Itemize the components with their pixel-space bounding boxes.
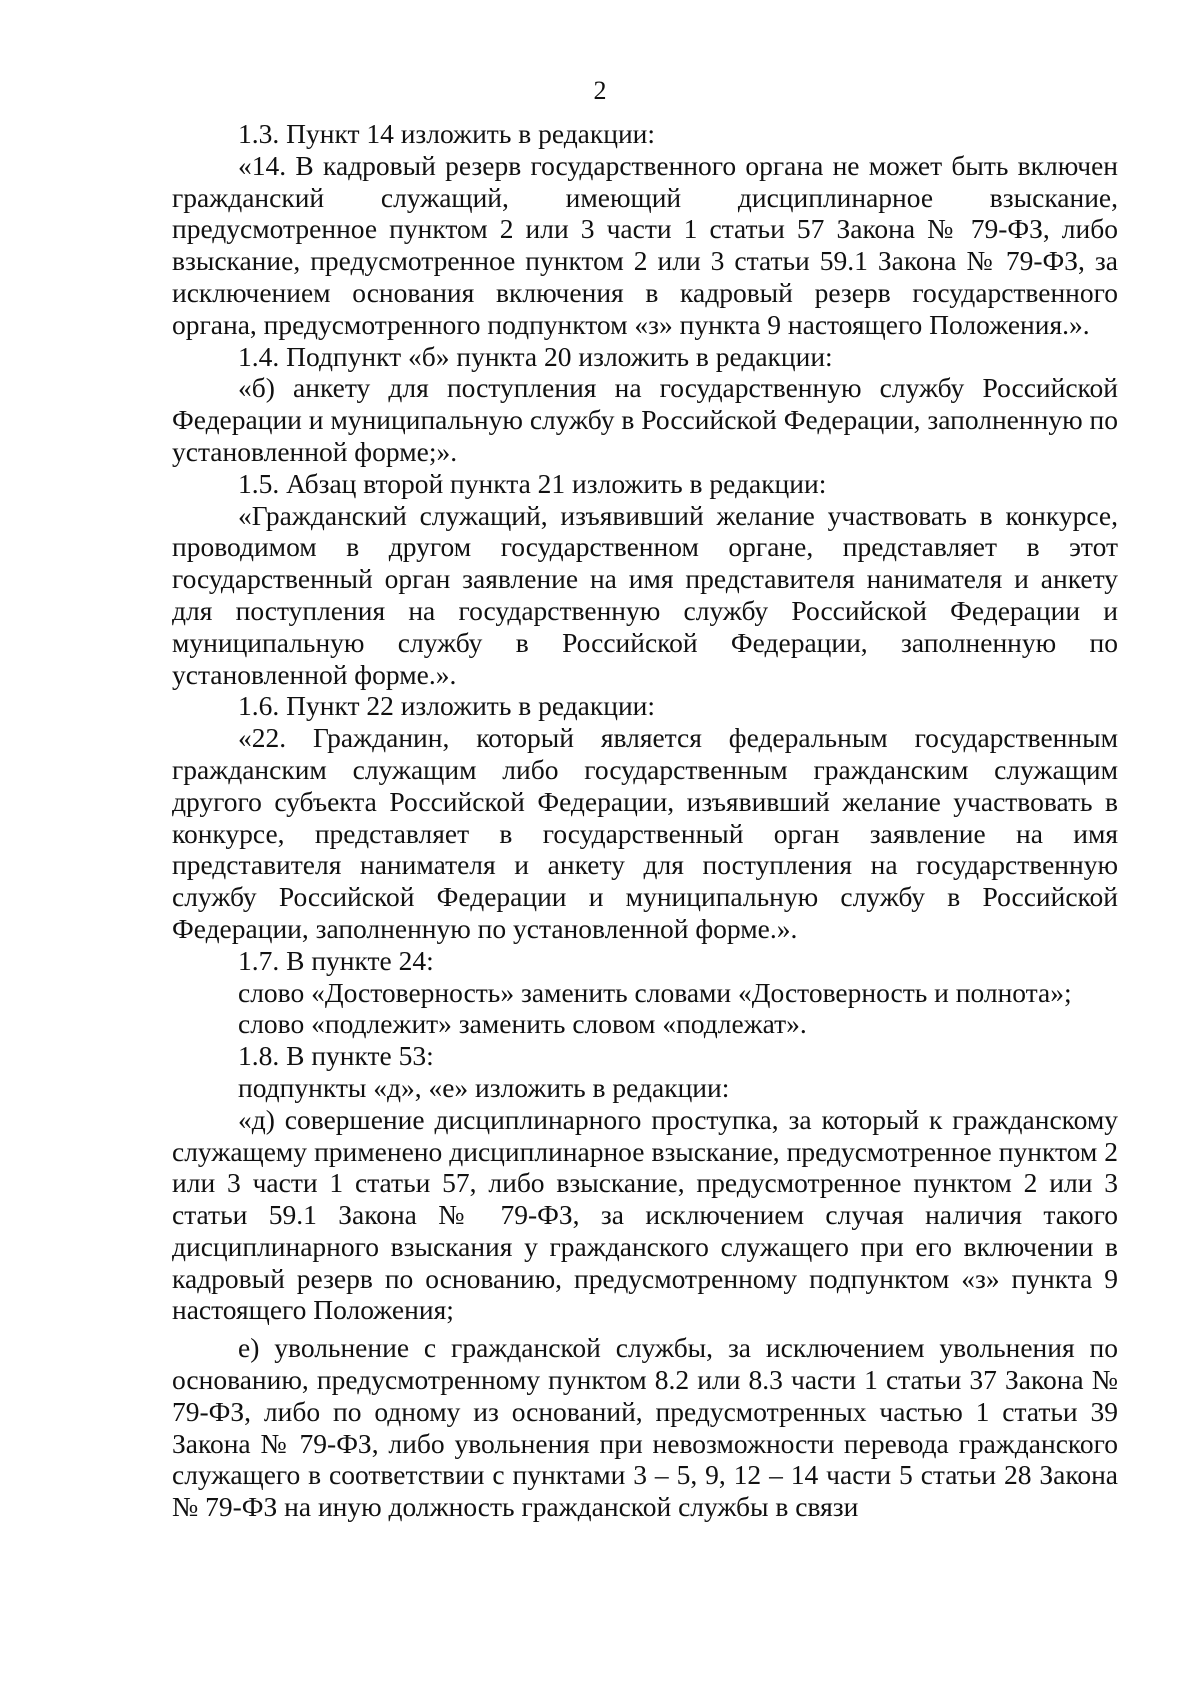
paragraph-item-22: «22. Гражданин, который является федеральным государственным гражданским служащим либо государственным гражданским служащим другого субъекта Российской Федерации, изъявивший желание участвовать в конкурсе, представляет в государственный орган заявление на имя представителя нанимателя и анкету для поступления на государственную службу Российской Федерации и муниципальную службу в Российской Федерации, заполненную по установленной форме.». [172,722,1118,944]
paragraph-1-8: 1.8. В пункте 53: [238,1040,434,1072]
paragraph-subitem-d: «д) совершение дисциплинарного проступка, за который к гражданскому служащему применено дисциплинарное взыскание, предусмотренное пунктом 2 или 3 части 1 статьи 57, либо взыскание, предусмотренное пунктом 2 или 3 статьи 59.1 Закона № 79-ФЗ, за исключением случая наличия такого дисциплинарного взыскания у гражданского служащего при его включении в кадровый резерв по основанию, предусмотренному подпунктом «з» пункта 9 настоящего Положения; [172,1103,1118,1326]
paragraph-replace-2: слово «подлежит» заменить словом «подлежат». [238,1008,807,1040]
paragraph-subitems-intro: подпункты «д», «е» изложить в редакции: [238,1071,730,1103]
paragraph-1-6: 1.6. Пункт 22 изложить в редакции: [238,690,656,722]
paragraph-subitem-b: «б) анкету для поступления на государственную службу Российской Федерации и муниципальную службу в Российской Федерации, заполненную по установленной форме;». [172,372,1118,467]
paragraph-1-4: 1.4. Подпункт «б» пункта 20 изложить в редакции: [238,340,833,372]
document-body [172,118,1118,1523]
paragraph-item-14: «14. В кадровый резерв государственного органа не может быть включен гражданский служащий, имеющий дисциплинарное взыскание, предусмотренное пунктом 2 или 3 части 1 статьи 57 Закона № 79-ФЗ, либо взыскание, предусмотренное пунктом 2 или 3 статьи 59.1 Закона № 79-ФЗ, за исключением основания включения в кадровый резерв государственного органа, предусмотренного подпунктом «з» пункта 9 настоящего Положения.». [172,149,1118,340]
paragraph-item-21-text: «Гражданский служащий, изъявивший желание участвовать в конкурсе, проводимом в другом государственном органе, представляет в этот государственный орган заявление на имя представителя нанимателя и анкету для поступления на государственную службу Российской Федерации и муниципальную службу в Российской Федерации, заполненную по установленной форме.». [172,499,1118,690]
paragraph-1-5: 1.5. Абзац второй пункта 21 изложить в редакции: [238,467,827,499]
paragraph-1-7: 1.7. В пункте 24: [238,944,434,976]
paragraph-1-3: 1.3. Пункт 14 изложить в редакции: [238,118,656,149]
paragraph-subitem-e: е) увольнение с гражданской службы, за исключением увольнения по основанию, предусмотренному пунктом 8.2 или 8.3 части 1 статьи 37 Закона № 79-ФЗ, либо по одному из оснований, предусмотренных частью 1 статьи 39 Закона № 79-ФЗ, либо увольнения при невозможности перевода гражданского служащего в соответствии с пунктами 3 – 5, 9, 12 – 14 части 5 статьи 28 Закона № 79-ФЗ на иную должность гражданской службы в связи [172,1332,1118,1523]
page-number: 2 [593,76,607,105]
paragraph-replace-1: слово «Достоверность» заменить словами «Достоверность и полнота»; [238,976,1072,1008]
